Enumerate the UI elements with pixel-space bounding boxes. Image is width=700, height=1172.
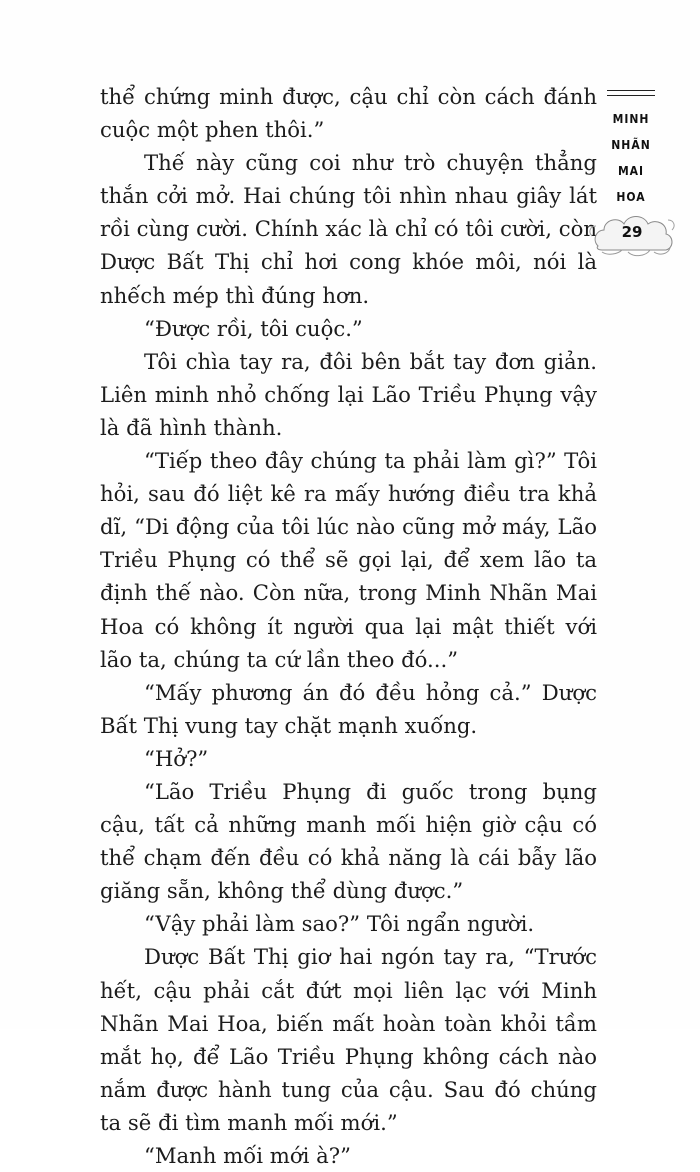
paragraph: Tôi chìa tay ra, đôi bên bắt tay đơn giản. Liên minh nhỏ chống lại Lão Triều Phụng vậy là đã hình thành.: [100, 348, 597, 440]
book-title-line: NHÃN: [611, 138, 651, 152]
paragraph: Dược Bất Thị giơ hai ngón tay ra, “Trước hết, cậu phải cắt đứt mọi liên lạc với Minh Nhãn Mai Hoa, biến mất hoàn toàn khỏi tầm mắt họ, để Lão Triều Phụng không cách nào nắm được hành tung của cậu. Sau đó chúng ta sẽ đi tìm manh mối mới.”: [100, 944, 597, 1135]
paragraph: “Vậy phải làm sao?” Tôi ngẩn người.: [144, 911, 535, 937]
paragraph: thể chứng minh được, cậu chỉ còn cách đánh cuộc một phen thôi.”: [100, 84, 597, 143]
page-body: [100, 80, 597, 1172]
page-number: 29: [621, 223, 643, 241]
book-title-vertical: [603, 106, 659, 210]
paragraph: “Lão Triều Phụng đi guốc trong bụng cậu, tất cả những manh mối hiện giờ cậu có thể chạm đến đều có khả năng là cái bẫy lão giăng sẵn, không thể dùng được.”: [100, 778, 597, 904]
header-rule: [607, 90, 655, 96]
paragraph: Thế này cũng coi như trò chuyện thẳng thắn cởi mở. Hai chúng tôi nhìn nhau giây lát rồi cùng cười. Chính xác là chỉ có tôi cười, còn Dược Bất Thị chỉ hơi cong khóe môi, nói là nhếch mép thì đúng hơn.: [100, 150, 597, 308]
paragraph: “Hở?”: [144, 745, 209, 771]
paragraph: “Được rồi, tôi cuộc.”: [144, 315, 363, 341]
book-title-line: HOA: [616, 190, 646, 204]
paragraph: “Tiếp theo đây chúng ta phải làm gì?” Tôi hỏi, sau đó liệt kê ra mấy hướng điều tra khả dĩ, “Di động của tôi lúc nào cũng mở máy, Lão Triều Phụng có thể sẽ gọi lại, để xem lão ta định thế nào. Còn nữa, trong Minh Nhãn Mai Hoa có không ít người qua lại mật thiết với lão ta, chúng ta cứ lần theo đó...”: [100, 448, 597, 672]
book-title-line: MINH: [612, 112, 650, 126]
paragraph: “Manh mối mới à?”: [144, 1143, 351, 1168]
paragraph: “Mấy phương án đó đều hỏng cả.” Dược Bất Thị vung tay chặt mạnh xuống.: [100, 679, 597, 738]
book-title-line: MAI: [617, 164, 645, 178]
